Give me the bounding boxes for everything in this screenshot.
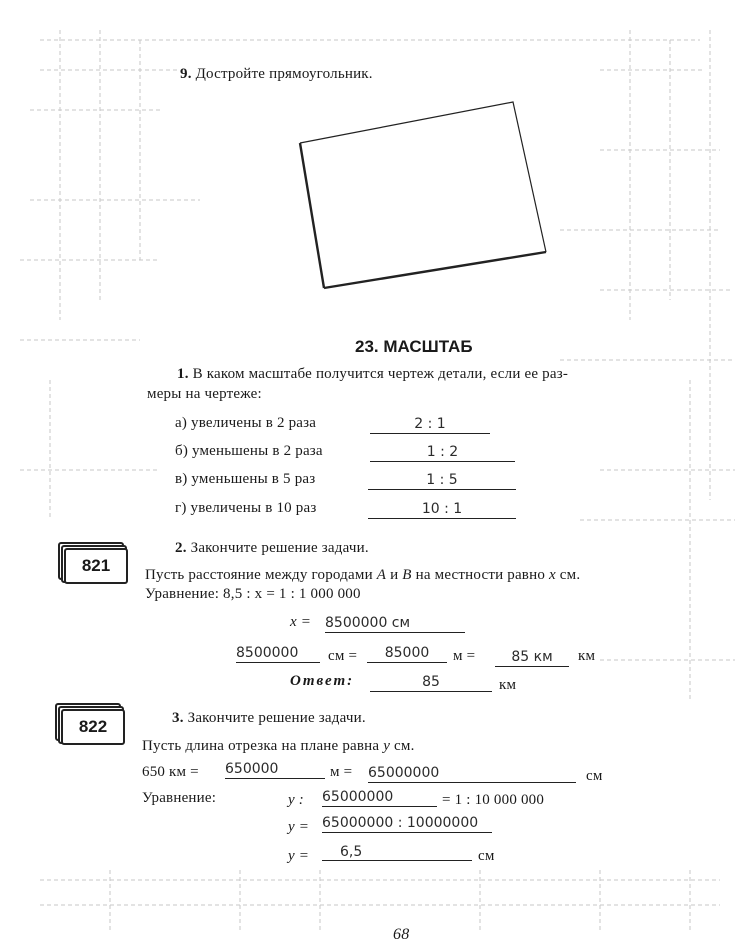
q3-y-label2: y = xyxy=(288,848,310,864)
q2-answer-unit: км xyxy=(499,677,517,693)
q1-item-c-answer[interactable]: 1 : 5 xyxy=(368,471,516,490)
q2-x-label: x = xyxy=(290,614,312,630)
q2-var-b: B xyxy=(402,567,412,583)
q3-y-answer1[interactable]: 65000000 : 10000000 xyxy=(322,814,492,833)
q3-y-label1: y = xyxy=(288,819,310,835)
section-title: 23. МАСШТАБ xyxy=(355,337,473,356)
q1-text-line2: меры на чертеже: xyxy=(147,386,262,402)
q2-condition-post: см. xyxy=(555,567,581,583)
q2-x-answer[interactable]: 8500000 см xyxy=(325,614,465,633)
task9-heading xyxy=(180,66,373,83)
q1-item-b-label: б) уменьшены в 2 раза xyxy=(175,443,323,459)
q2-number: 2. xyxy=(175,540,187,556)
q1-line1 xyxy=(177,366,568,383)
task9-text: Достройте прямоугольник. xyxy=(195,66,373,82)
q3-eq-post: = 1 : 10 000 000 xyxy=(442,792,545,808)
q3-conv-answer2[interactable]: 65000000 xyxy=(368,764,576,783)
q3-number: 3. xyxy=(172,710,184,726)
q2-var-a: A xyxy=(376,567,387,583)
q3-var-y: y xyxy=(383,738,391,754)
q2-equation: Уравнение: 8,5 : x = 1 : 1 000 000 xyxy=(145,586,361,602)
q1-item-a-answer[interactable]: 2 : 1 xyxy=(370,415,490,434)
q1-number: 1. xyxy=(177,366,189,382)
q2-and: и xyxy=(386,567,403,583)
q2-unit-km: км xyxy=(578,648,596,664)
q3-unit-m: м = xyxy=(330,764,353,780)
q1-item-a-label: а) увеличены в 2 раза xyxy=(175,415,317,431)
q2-answer-value[interactable]: 85 xyxy=(370,673,492,692)
q2-conv-answer1[interactable]: 8500000 xyxy=(236,644,320,663)
q3-badge-number: 822 xyxy=(61,709,125,745)
q3-condition xyxy=(142,738,415,755)
q3-eq-y: y : xyxy=(288,792,305,808)
q3-eq-answer[interactable]: 65000000 xyxy=(322,788,437,807)
q3-y-answer2[interactable]: 6,5 xyxy=(322,843,472,861)
q1-item-b-answer[interactable]: 1 : 2 xyxy=(370,443,515,462)
q2-answer-label: Ответ: xyxy=(290,673,355,689)
q2-title: Закончите решение задачи. xyxy=(190,540,369,556)
q2-badge xyxy=(58,542,128,584)
q1-item-d-answer[interactable]: 10 : 1 xyxy=(368,500,516,519)
q2-var-x: x xyxy=(548,567,556,583)
q2-unit-cm: см = xyxy=(328,648,358,664)
q2-unit-m: м = xyxy=(453,648,476,664)
incomplete-rectangle-drawing xyxy=(290,95,560,300)
q2-badge-number: 821 xyxy=(64,548,128,584)
q3-conv-pre: 650 км = xyxy=(142,764,199,780)
q2-condition-mid: на местности равно xyxy=(411,567,549,583)
task9-number: 9. xyxy=(180,66,192,82)
q2-conv-answer3[interactable]: 85 км xyxy=(495,648,569,667)
q3-heading xyxy=(172,710,366,727)
page-number: 68 xyxy=(393,926,410,943)
q2-conv-answer2[interactable]: 85000 xyxy=(367,644,447,663)
q3-conv-answer1[interactable]: 650000 xyxy=(225,760,325,779)
q1-item-d-label: г) увеличены в 10 раз xyxy=(175,500,317,516)
q2-condition-text: Пусть расстояние между городами xyxy=(145,567,377,583)
q3-title: Закончите решение задачи. xyxy=(187,710,366,726)
q2-condition xyxy=(145,567,580,584)
q1-text-line1: В каком масштабе получится чертеж детали, если ее раз- xyxy=(192,366,569,382)
q3-condition-text: Пусть длина отрезка на плане равна xyxy=(142,738,384,754)
q3-equation-label: Уравнение: xyxy=(142,790,217,806)
q3-y-unit: см xyxy=(478,848,495,864)
q2-heading xyxy=(175,540,369,557)
q3-unit-cm: см xyxy=(586,768,603,784)
q3-condition-post: см. xyxy=(390,738,415,754)
q3-badge xyxy=(55,703,125,745)
q1-item-c-label: в) уменьшены в 5 раз xyxy=(175,471,316,487)
